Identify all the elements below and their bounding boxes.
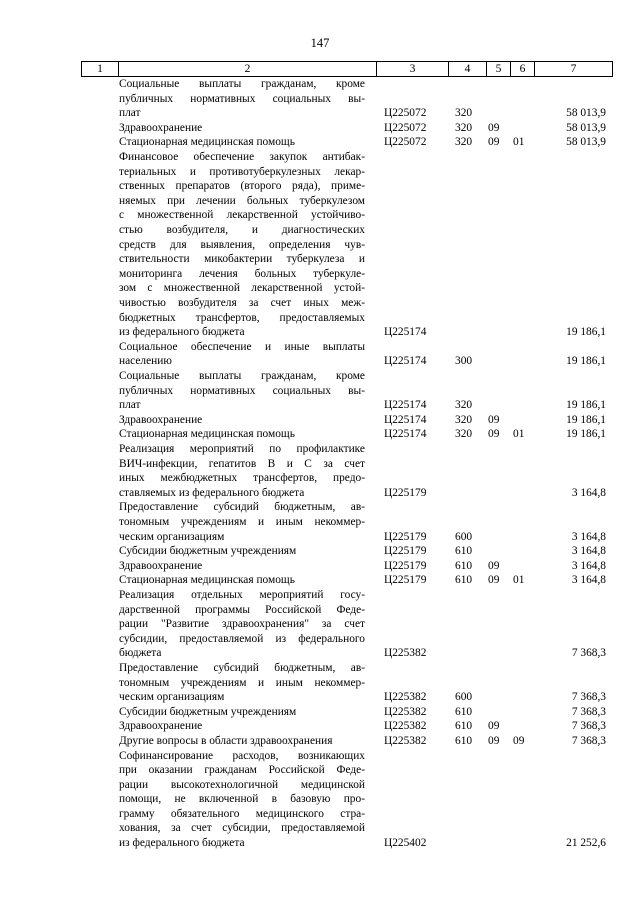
table-body xyxy=(0,77,640,851)
header-col-4: 4 xyxy=(448,62,486,76)
expense-type-code: 320 xyxy=(455,413,473,426)
table-row xyxy=(0,719,640,734)
target-article-code: Ц225402 xyxy=(384,837,427,850)
amount: 3 164,8 xyxy=(571,545,606,558)
section-code: 09 xyxy=(488,136,500,149)
table-row xyxy=(0,544,640,559)
row-description xyxy=(119,135,365,150)
row-description xyxy=(119,544,365,559)
description-line: мониторинга лечения больных туберкуле- xyxy=(119,267,365,280)
expense-type-code: 320 xyxy=(455,399,473,412)
expense-type-code: 320 xyxy=(455,121,473,134)
table-row xyxy=(0,661,640,705)
description-line: дарственной программы Российской Феде- xyxy=(119,603,365,616)
row-description xyxy=(119,734,365,749)
section-code: 09 xyxy=(488,428,500,441)
description-line: Социальное обеспечение и иные выплаты xyxy=(119,340,365,353)
section-code: 09 xyxy=(488,121,500,134)
row-description xyxy=(119,369,365,413)
expense-type-code: 610 xyxy=(455,545,473,558)
description-line: населению xyxy=(119,355,172,368)
description-line: из федерального бюджета xyxy=(119,326,245,339)
table-row xyxy=(0,121,640,136)
amount: 3 164,8 xyxy=(571,486,606,499)
target-article-code: Ц225174 xyxy=(384,355,427,368)
description-line: бюджета xyxy=(119,647,162,660)
row-description xyxy=(119,413,365,428)
subsection-code: 09 xyxy=(513,734,525,747)
row-description xyxy=(119,705,365,720)
description-line: бюджетных трансфертов, предоставляемых xyxy=(119,311,365,324)
table-row xyxy=(0,150,640,340)
amount: 19 186,1 xyxy=(566,355,606,368)
amount: 21 252,6 xyxy=(566,837,606,850)
amount: 19 186,1 xyxy=(566,326,606,339)
description-line: Социальные выплаты гражданам, кроме xyxy=(119,369,365,382)
table-row xyxy=(0,413,640,428)
table-row xyxy=(0,734,640,749)
row-description xyxy=(119,340,365,369)
expense-type-code: 610 xyxy=(455,574,473,587)
expense-type-code: 610 xyxy=(455,559,473,572)
row-description xyxy=(119,77,365,121)
description-line: субсидии, предоставляемой из федерального xyxy=(119,632,365,645)
expense-type-code: 320 xyxy=(455,107,473,120)
description-line: Предоставление субсидий бюджетным, ав- xyxy=(119,501,365,514)
target-article-code: Ц225179 xyxy=(384,545,427,558)
target-article-code: Ц225179 xyxy=(384,486,427,499)
table-row xyxy=(0,559,640,574)
description-line: Стационарная медицинская помощь xyxy=(119,428,295,441)
description-line: публичных нормативных социальных вы- xyxy=(119,92,365,105)
description-line: териальных и противотуберкулезных лекар- xyxy=(119,165,365,178)
target-article-code: Ц225382 xyxy=(384,720,427,733)
expense-type-code: 600 xyxy=(455,530,473,543)
amount: 19 186,1 xyxy=(566,413,606,426)
description-line: ВИЧ-инфекции, гепатитов В и С за счет xyxy=(119,457,365,470)
page-number: 147 xyxy=(310,36,330,50)
description-line: Финансовое обеспечение закупок антибак- xyxy=(119,150,365,163)
description-line: плат xyxy=(119,107,141,120)
description-line: публичных нормативных социальных вы- xyxy=(119,384,365,397)
expense-type-code: 300 xyxy=(455,355,473,368)
table-row xyxy=(0,77,640,121)
amount: 3 164,8 xyxy=(571,530,606,543)
description-line: с множественной лекарственной устойчиво- xyxy=(119,209,365,222)
row-description xyxy=(119,559,365,574)
description-line: Реализация отдельных мероприятий госу- xyxy=(119,588,365,601)
description-line: из федерального бюджета xyxy=(119,837,245,850)
row-description xyxy=(119,427,365,442)
subsection-code: 01 xyxy=(513,428,525,441)
table-row xyxy=(0,749,640,851)
target-article-code: Ц225382 xyxy=(384,691,427,704)
description-line: плат xyxy=(119,399,141,412)
description-line: ставляемых из федерального бюджета xyxy=(119,486,305,499)
description-line: Здравоохранение xyxy=(119,413,203,426)
amount: 7 368,3 xyxy=(571,647,606,660)
table-row xyxy=(0,340,640,369)
amount: 58 013,9 xyxy=(566,107,606,120)
description-line: Стационарная медицинская помощь xyxy=(119,136,295,149)
description-line: при оказании гражданам Российской Феде- xyxy=(119,764,365,777)
description-line: помощи, не включенной в базовую про- xyxy=(119,793,365,806)
amount: 19 186,1 xyxy=(566,399,606,412)
description-line: средств для выявления, определения чув- xyxy=(119,238,365,251)
target-article-code: Ц225174 xyxy=(384,428,427,441)
row-description xyxy=(119,442,365,500)
target-article-code: Ц225174 xyxy=(384,399,427,412)
amount: 58 013,9 xyxy=(566,121,606,134)
description-line: рации "Развитие здравоохранения" за счет xyxy=(119,618,365,631)
table-row xyxy=(0,588,640,661)
amount: 7 368,3 xyxy=(571,705,606,718)
description-line: чивостью возбудителя за счет иных меж- xyxy=(119,296,365,309)
table-row xyxy=(0,705,640,720)
expense-type-code: 320 xyxy=(455,428,473,441)
target-article-code: Ц225072 xyxy=(384,107,427,120)
subsection-code: 01 xyxy=(513,136,525,149)
description-line: Здравоохранение xyxy=(119,720,203,733)
expense-type-code: 320 xyxy=(455,136,473,149)
description-line: Социальные выплаты гражданам, кроме xyxy=(119,78,365,90)
table-row xyxy=(0,369,640,413)
description-line: Другие вопросы в области здравоохранения xyxy=(119,734,333,747)
row-description xyxy=(119,749,365,851)
amount: 7 368,3 xyxy=(571,691,606,704)
description-line: ствительности микобактерии туберкулеза и xyxy=(119,253,365,266)
row-description xyxy=(119,121,365,136)
section-code: 09 xyxy=(488,559,500,572)
target-article-code: Ц225179 xyxy=(384,574,427,587)
target-article-code: Ц225072 xyxy=(384,121,427,134)
target-article-code: Ц225179 xyxy=(384,559,427,572)
description-line: Здравоохранение xyxy=(119,121,203,134)
target-article-code: Ц225174 xyxy=(384,326,427,339)
table-row xyxy=(0,135,640,150)
expense-type-code: 610 xyxy=(455,720,473,733)
section-code: 09 xyxy=(488,413,500,426)
section-code: 09 xyxy=(488,734,500,747)
description-line: Субсидии бюджетным учреждениям xyxy=(119,545,297,558)
row-description xyxy=(119,573,365,588)
table-row xyxy=(0,573,640,588)
description-line: няемых при лечении больных туберкулезом xyxy=(119,194,365,207)
header-col-1: 1 xyxy=(81,62,118,76)
row-description xyxy=(119,150,365,340)
subsection-code: 01 xyxy=(513,574,525,587)
table-row xyxy=(0,500,640,544)
description-line: грамму обязательного медицинского стра- xyxy=(119,807,365,820)
target-article-code: Ц225072 xyxy=(384,136,427,149)
table-header xyxy=(81,61,613,77)
target-article-code: Ц225382 xyxy=(384,705,427,718)
header-col-7: 7 xyxy=(534,62,613,76)
description-line: тономным учреждениям и иным некоммер- xyxy=(119,515,365,528)
description-line: тономным учреждениям и иным некоммер- xyxy=(119,676,365,689)
target-article-code: Ц225382 xyxy=(384,647,427,660)
amount: 19 186,1 xyxy=(566,428,606,441)
header-col-5: 5 xyxy=(486,62,510,76)
header-col-3: 3 xyxy=(376,62,448,76)
expense-type-code: 600 xyxy=(455,691,473,704)
section-code: 09 xyxy=(488,720,500,733)
table-row xyxy=(0,442,640,500)
description-line: Предоставление субсидий бюджетным, ав- xyxy=(119,661,365,674)
row-description xyxy=(119,719,365,734)
expense-type-code: 610 xyxy=(455,734,473,747)
description-line: ческим организациям xyxy=(119,530,225,543)
header-col-6: 6 xyxy=(510,62,534,76)
description-line: хования, за счет субсидии, предоставляемой xyxy=(119,822,365,835)
description-line: Субсидии бюджетным учреждениям xyxy=(119,705,297,718)
amount: 58 013,9 xyxy=(566,136,606,149)
description-line: Реализация мероприятий по профилактике xyxy=(119,442,365,455)
amount: 3 164,8 xyxy=(571,559,606,572)
description-line: рации высокотехнологичной медицинской xyxy=(119,778,365,791)
description-line: Стационарная медицинская помощь xyxy=(119,574,295,587)
row-description xyxy=(119,661,365,705)
row-description xyxy=(119,588,365,661)
amount: 7 368,3 xyxy=(571,734,606,747)
description-line: Здравоохранение xyxy=(119,559,203,572)
target-article-code: Ц225174 xyxy=(384,413,427,426)
expense-type-code: 610 xyxy=(455,705,473,718)
description-line: Софинансирование расходов, возникающих xyxy=(119,749,365,762)
amount: 3 164,8 xyxy=(571,574,606,587)
section-code: 09 xyxy=(488,574,500,587)
description-line: иных межбюджетных трансфертов, предо- xyxy=(119,472,365,485)
description-line: ческим организациям xyxy=(119,691,225,704)
description-line: ственных препаратов (второго ряда), приме- xyxy=(119,180,365,193)
row-description xyxy=(119,500,365,544)
description-line: стью возбудителя, и диагностических xyxy=(119,223,365,236)
table-row xyxy=(0,427,640,442)
description-line: зом с множественной лекарственной устой- xyxy=(119,282,365,295)
header-col-2: 2 xyxy=(118,62,376,76)
amount: 7 368,3 xyxy=(571,720,606,733)
target-article-code: Ц225382 xyxy=(384,734,427,747)
target-article-code: Ц225179 xyxy=(384,530,427,543)
